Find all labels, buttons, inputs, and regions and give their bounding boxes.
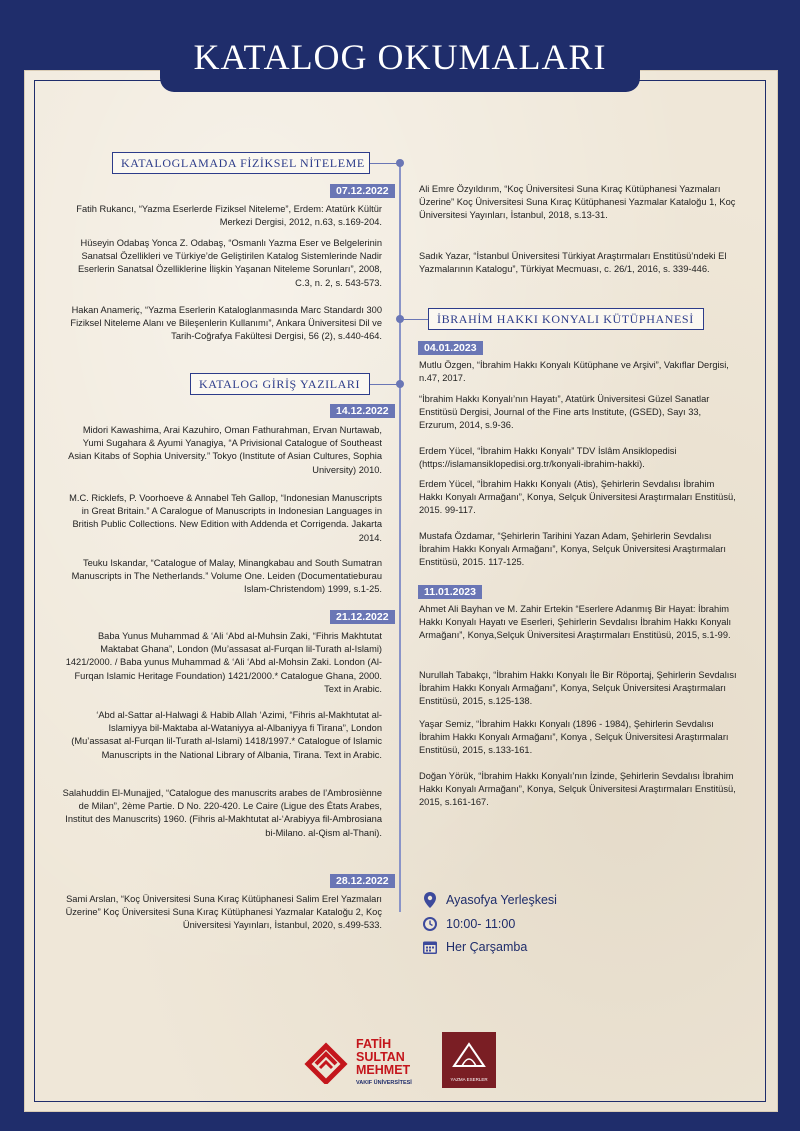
reference-entry: Erdem Yücel, “İbrahim Hakkı Konyalı (Atis), Şehirlerin Sevdalısı İbrahim Hakkı Konyalı Armağanı”, Konya, Selçuk Üniversitesi Araştırmaları Enstitüsü, 2015. 99-117.: [419, 479, 736, 516]
fsm-line-2: SULTAN: [356, 1050, 405, 1064]
yazma-eserler-emblem-icon: [442, 1032, 496, 1076]
reference-entry: Teuku Iskandar, “Catalogue of Malay, Minangkabau and South Sumatran Manuscripts in The Netherlands.” Volume One. Leiden (Documentatieburau Islam-Christendom) 1999, s.1-25.: [71, 558, 382, 595]
date-badge: 28.12.2022: [330, 874, 395, 888]
reference-entry: Baba Yunus Muhammad & ‘Ali ‘Abd al-Muhsin Zaki, “Fihris Makhtutat Maktabat Ghana”, London (Mu’assasat al-Furqan lil-Turath al-Islami) 1421/2000. / Baba yunus Muhammad & ‘Ali ‘Abd al-Mohsin Zaki. London (Al-Furqan Islamic Heritage Foundation) 1421/2000.* Catalogue Ghana, 2000. Text in Arabic.: [65, 631, 382, 694]
date-badge: 21.12.2022: [330, 610, 395, 624]
day-text: Her Çarşamba: [446, 940, 528, 954]
section-connector: [400, 319, 428, 320]
fsm-university-logo: [302, 1032, 424, 1088]
timeline-dot: [396, 380, 404, 388]
reference-entry: Hakan Anameriç, “Yazma Eserlerin Kataloglanmasında Marc Standardı 300 Fiziksel Niteleme Alanı ve Bileşenlerin Kullanımı”, Ankara Üniversitesi Dil ve Tarih-Coğrafya Fakültesi Dergisi, 56 (2), s.440-464.: [70, 305, 382, 342]
reference-entry: Mutlu Özgen, “İbrahim Hakkı Konyalı Kütüphane ve Arşivi”, Vakıflar Dergisi, n.47, 2017.: [419, 360, 729, 384]
fsm-line-3: MEHMET: [356, 1063, 411, 1077]
reference-entry: “İbrahim Hakkı Konyalı’nın Hayatı”, Atatürk Üniversitesi Güzel Sanatlar Enstitüsü Dergisi, Journal of the Fine arts Institute, (GSED), Sayı 33, Erzurum, 2014, s.9-36.: [419, 394, 710, 431]
fsm-logo-subtitle: VAKIF ÜNİVERSİTESİ: [356, 1080, 412, 1086]
reference-entry: Nurullah Tabakçı, “İbrahim Hakkı Konyalı İle Bir Röportaj, Şehirlerin Sevdalısı İbrahim Hakkı Konyalı Armağanı”, Konya, Selçuk Üniversitesi Araştırmaları Enstitüsü, 2015, s.125-138.: [419, 670, 737, 707]
fsm-logo-mark-icon: [302, 1036, 350, 1084]
reference-entry: Ahmet Ali Bayhan ve M. Zahir Ertekin “Eserlere Adanmış Bir Hayat: İbrahim Hakkı Konyalı Hayatı ve Eserleri, Şehirlerin Sevdalısı İbrahim Hakkı Konyalı Armağanı”, Konya,Selçuk Üniversitesi Araştırmaları Enstitüsü, 2015, s.1-99.: [419, 604, 732, 641]
reference-entry: Doğan Yörük, “İbrahim Hakkı Konyalı’nın İzinde, Şehirlerin Sevdalısı İbrahim Hakkı Konyalı Armağanı”, Konya, Selçuk Üniversitesi Araştırmaları Enstitüsü, 2015, s.161-167.: [419, 771, 736, 808]
reference-entry: Salahuddin El-Munajjed, “Catalogue des manuscrits arabes de l’Ambrosiènne de Milan”, 2ème Partie. D No. 220-420. Le Caire (Ligue des États Arabes, Institut des Manuscrits) 1960. (Fihris al-Makhtutat al-‘Arabiyya fil-Ambrosiana bi-Milano. al-Qism al-Thani).: [62, 788, 382, 838]
reference-entry: M.C. Ricklefs, P. Voorhoeve & Annabel Teh Gallop, “Indonesian Manuscripts in Great Britain.” A Caralogue of Manuscripts in Indonesian Languages in British Public Collections. New Edition with Addenda et Corrigenda. Jakarta 2014.: [69, 493, 382, 543]
timeline-dot: [396, 159, 404, 167]
info-day: [422, 938, 527, 956]
timeline-line: [399, 160, 401, 912]
fsm-logo-text: [356, 1038, 410, 1077]
section-fiziksel-niteleme: KATALOGLAMADA FİZİKSEL NİTELEME: [112, 152, 370, 174]
info-location: [422, 891, 557, 909]
reference-entry: Sadık Yazar, “İstanbul Üniversitesi Türkiyat Araştırmaları Enstitüsü’ndeki El Yazmalarının Katalogu”, Türkiyat Mecmuası, c. 26/1, 2016, s. 339-446.: [419, 251, 727, 275]
clock-icon: [422, 916, 438, 932]
section-konyali-kutuphanesi: İBRAHİM HAKKI KONYALI KÜTÜPHANESİ: [428, 308, 704, 330]
time-text: 10:00- 11:00: [446, 917, 516, 931]
date-badge: 14.12.2022: [330, 404, 395, 418]
calendar-icon: [422, 939, 438, 955]
fsm-line-1: FATİH: [356, 1037, 392, 1051]
location-text: Ayasofya Yerleşkesi: [446, 893, 557, 907]
date-badge: 04.01.2023: [418, 341, 483, 355]
reference-entry: Erdem Yücel, “İbrahim Hakkı Konyalı” TDV İslâm Ansiklopedisi (https://islamansiklopedisi.org.tr/konyali-ibrahim-hakki).: [419, 446, 677, 470]
reference-entry: Sami Arslan, “Koç Üniversitesi Suna Kıraç Kütüphanesi Salim Erel Yazmaları Üzerine” Koç Üniversitesi Suna Kıraç Kütüphanesi Yazmalar Kataloğu 2, Koç Üniversitesi Yayınları, İstanbul, 2020, s.499-533.: [65, 894, 382, 931]
reference-entry: Hüseyin Odabaş Yonca Z. Odabaş, “Osmanlı Yazma Eser ve Belgelerinin Sanatsal Özellikleri ve Türkiye’de Geliştirilen Katalog Sistemlerinde Nadir Eserlerin Sanatsal Özelliklerine İlişkin Yaşanan Niteleme Sorunları”, 2008, C.3, n. 2, s. 543-573.: [77, 238, 382, 288]
location-pin-icon: [422, 892, 438, 908]
info-time: [422, 915, 515, 933]
reference-entry: Ali Emre Özyıldırım, “Koç Üniversitesi Suna Kıraç Kütüphanesi Yazmaları Üzerine” Koç Üniversitesi Suna Kıraç Kütüphanesi Yazmalar Kataloğu 1, Koç Üniversitesi Yayınları, İstanbul, 2018, s.13-31.: [419, 184, 736, 221]
yazma-eserler-logo: [442, 1032, 496, 1088]
reference-entry: Fatih Rukancı, “Yazma Eserlerde Fiziksel Niteleme”, Erdem: Atatürk Kültür Merkezi Dergisi, 2012, n.63, s.169-204.: [76, 204, 382, 228]
date-badge: 11.01.2023: [418, 585, 482, 599]
date-badge: 07.12.2022: [330, 184, 395, 198]
yazma-eserler-text: YAZMA ESERLER: [450, 1077, 488, 1082]
reference-entry: Yaşar Semiz, “İbrahim Hakkı Konyalı (1896 - 1984), Şehirlerin Sevdalısı İbrahim Hakkı Konyalı Armağanı”, Konya , Selçuk Üniversitesi Araştırmaları Enstitüsü, 2015, s.133-161.: [419, 719, 729, 756]
section-katalog-giris: KATALOG GİRİŞ YAZILARI: [190, 373, 370, 395]
page-title: KATALOG OKUMALARI: [193, 37, 607, 77]
timeline-dot: [396, 315, 404, 323]
reference-entry: Mustafa Özdamar, “Şehirlerin Tarihini Yazan Adam, Şehirlerin Sevdalısı İbrahim Hakkı Konyalı Armağanı”, Konya, Selçuk Üniversitesi Araştırmaları Enstitüsü, 2015. 117-125.: [419, 531, 726, 568]
reference-entry: Midori Kawashima, Arai Kazuhiro, Oman Fathurahman, Ervan Nurtawab, Yumi Sugahara & Ayumi Yanagiya, “A Privisional Catalogue of Southeast Asian Kitabs of Sophia University.” Tokyo (Institute of Asian Cultures, Sophia University) 2010.: [68, 425, 382, 475]
reference-entry: ‘Abd al-Sattar al-Halwagi & Habib Allah ‘Azimi, “Fihris al-Makhtutat al-Islamiyya bil-Maktaba al-Wataniyya al-Albaniyya fi Tirana”, London (Mu’assasat al-Furqan lil-Turath al-Islami) 1418/1997.* Catalogue of Islamic Manuscripts in the National Library of Albania, Tirana. Text in Arabic.: [71, 710, 382, 760]
